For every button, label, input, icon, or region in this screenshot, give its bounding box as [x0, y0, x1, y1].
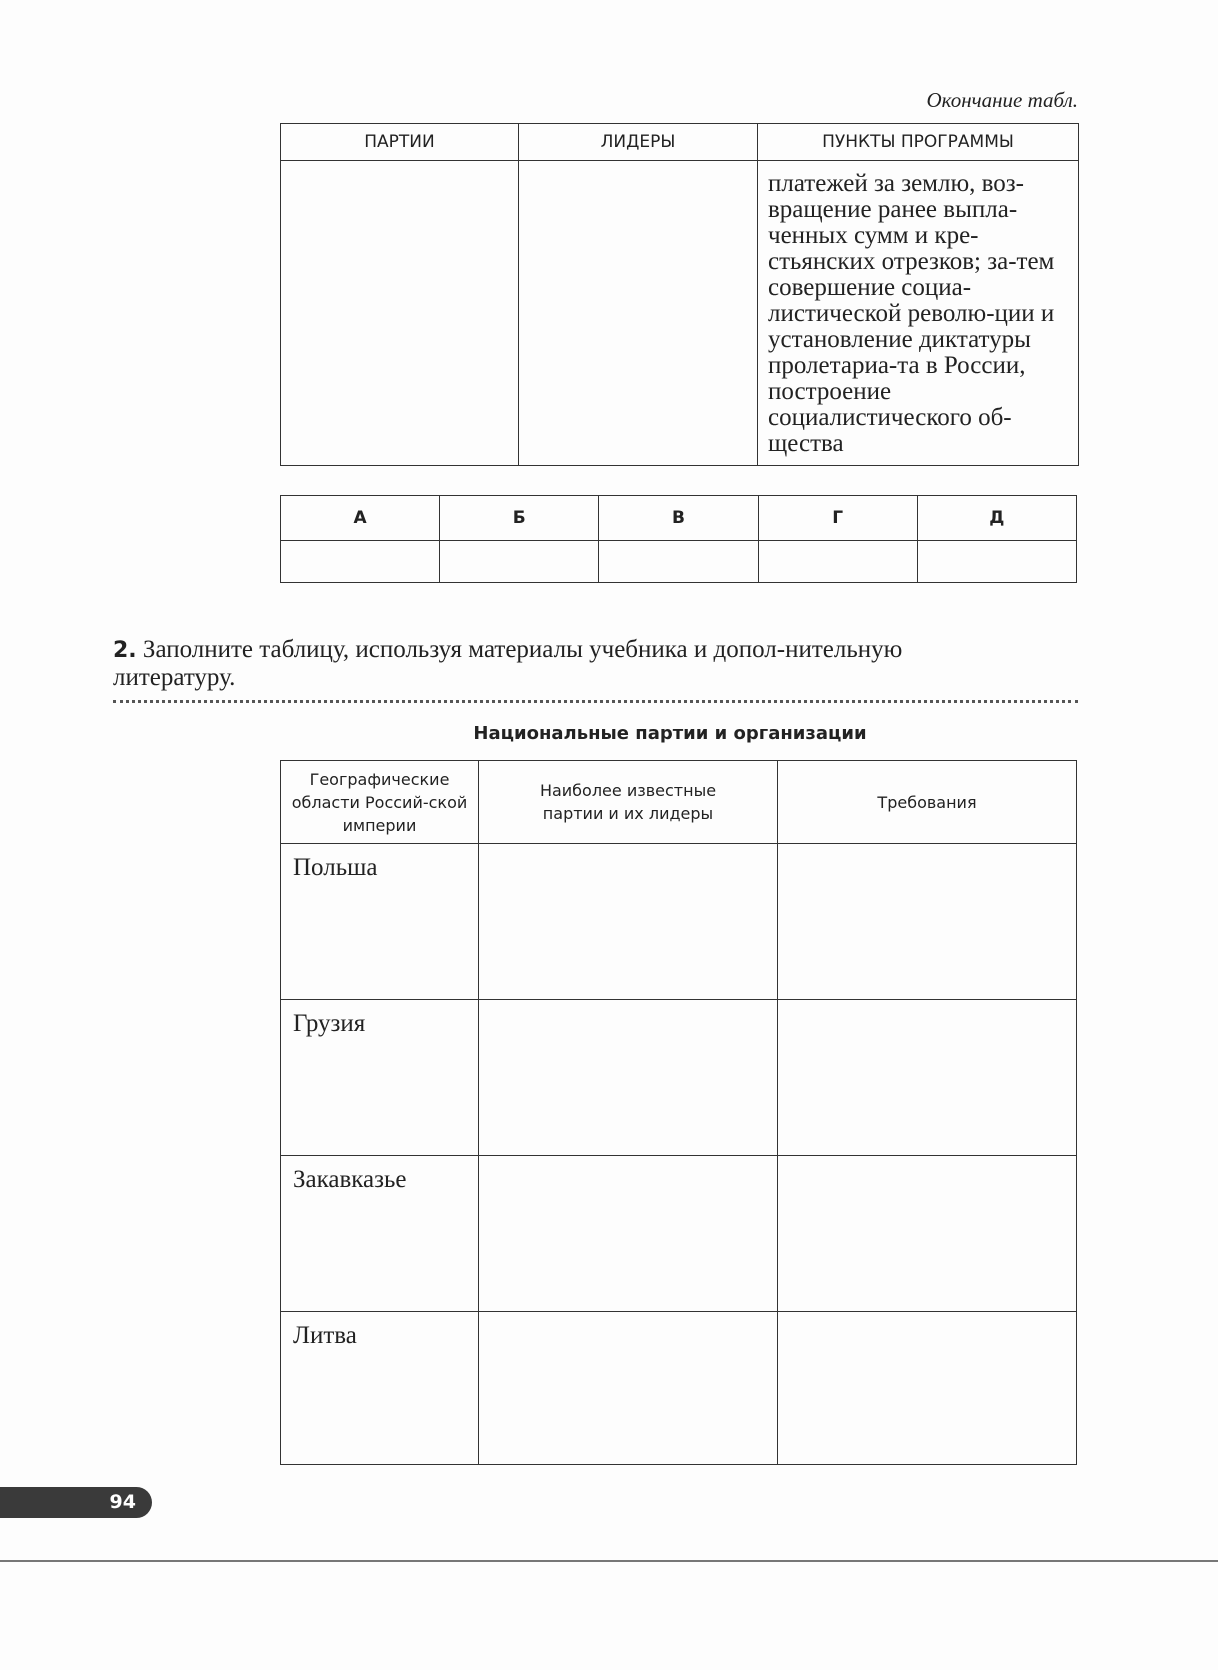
page-number-badge	[0, 1487, 152, 1518]
leaders-cell[interactable]	[519, 161, 758, 466]
answer-header-g: Г	[758, 496, 917, 541]
region-poland: Польша	[281, 844, 479, 1000]
task-text: Заполните таблицу, используя материалы учебника и допол-нительную литературу.	[113, 636, 903, 691]
demands-input-cell[interactable]	[778, 1156, 1077, 1312]
answer-cell[interactable]	[758, 541, 917, 583]
header-demands: Требования	[778, 761, 1077, 844]
answer-header-a: А	[281, 496, 440, 541]
answer-cell[interactable]	[440, 541, 599, 583]
header-parties: ПАРТИИ	[281, 124, 519, 161]
answer-header-v: В	[599, 496, 758, 541]
table-caption: Национальные партии и организации	[473, 723, 867, 744]
page-number: 94	[109, 1491, 136, 1513]
task-2	[113, 636, 913, 691]
demands-input-cell[interactable]	[778, 844, 1077, 1000]
answer-table	[280, 495, 1077, 583]
region-transcaucasia: Закавказье	[281, 1156, 479, 1312]
header-regions: Географические области Россий-ской империи	[281, 761, 479, 844]
parties-table	[280, 123, 1079, 466]
demands-input-cell[interactable]	[778, 1312, 1077, 1465]
parties-input-cell[interactable]	[479, 1312, 778, 1465]
parties-cell[interactable]	[281, 161, 519, 466]
region-lithuania: Литва	[281, 1312, 479, 1465]
national-parties-table	[280, 760, 1077, 1465]
dotted-divider	[113, 700, 1078, 703]
parties-input-cell[interactable]	[479, 1156, 778, 1312]
answer-header-d: Д	[917, 496, 1076, 541]
header-parties-leaders: Наиболее известные партии и их лидеры	[479, 761, 778, 844]
page-edge-line	[0, 1560, 1218, 1562]
program-cell: платежей за землю, воз-вращение ранее выпла-ченных сумм и кре-стьянских отрезков; за-тем совершение социа-листической револю-ции и установление диктатуры пролетариа-та в России, построение социалистического об-щества	[758, 161, 1079, 466]
header-leaders: ЛИДЕРЫ	[519, 124, 758, 161]
continuation-label: Окончание табл.	[926, 88, 1078, 112]
demands-input-cell[interactable]	[778, 1000, 1077, 1156]
answer-cell[interactable]	[917, 541, 1076, 583]
header-program: ПУНКТЫ ПРОГРАММЫ	[758, 124, 1079, 161]
parties-input-cell[interactable]	[479, 844, 778, 1000]
task-number: 2.	[113, 638, 137, 663]
parties-input-cell[interactable]	[479, 1000, 778, 1156]
answer-cell[interactable]	[281, 541, 440, 583]
answer-cell[interactable]	[599, 541, 758, 583]
answer-header-b: Б	[440, 496, 599, 541]
region-georgia: Грузия	[281, 1000, 479, 1156]
